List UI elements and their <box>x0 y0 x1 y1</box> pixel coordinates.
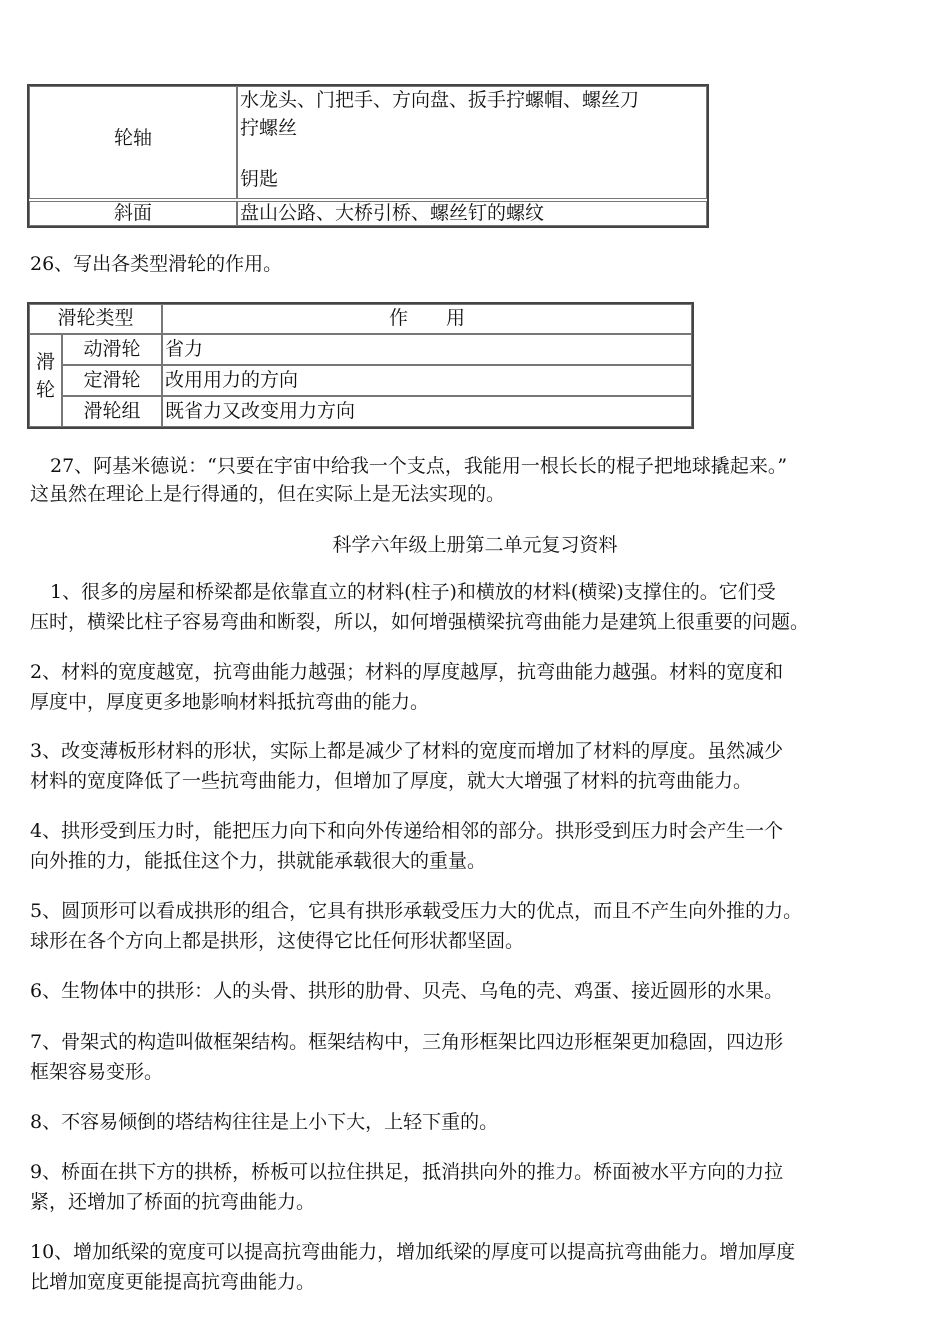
point-3-line-2: 材料的宽度降低了一些抗弯曲能力，但增加了厚度，就大大增强了材料的抗弯曲能力。 <box>30 770 753 792</box>
pulley-type-block: 滑轮组 <box>83 400 141 422</box>
point-10-line-1: 10、增加纸梁的宽度可以提高抗弯曲能力，增加纸梁的厚度可以提高抗弯曲能力。增加厚度 <box>30 1241 796 1263</box>
point-1-line-1: 1、很多的房屋和桥梁都是依靠直立的材料(柱子)和横放的材料(横梁)支撑住的。它们受 <box>50 581 776 603</box>
machine-name-wheel-axle: 轮轴 <box>113 127 152 149</box>
question-27-line-2: 这虽然在理论上是行得通的，但在实际上是无法实现的。 <box>30 483 506 505</box>
point-1-line-2: 压时，横梁比柱子容易弯曲和断裂，所以，如何增强横梁抗弯曲能力是建筑上很重要的问题。 <box>30 611 810 633</box>
point-6-line-1: 6、生物体中的拱形：人的头骨、拱形的肋骨、贝壳、乌龟的壳、鸡蛋、接近圆形的水果。 <box>30 980 784 1002</box>
point-4-line-2: 向外推的力，能抵住这个力，拱就能承载很大的重量。 <box>30 850 487 872</box>
pulleys-group-label-2: 轮 <box>35 379 55 401</box>
pulley-type-fixed: 定滑轮 <box>83 369 141 391</box>
point-5-line-1: 5、圆顶形可以看成拱形的组合，它具有拱形承载受压力大的优点，而且不产生向外推的力。 <box>30 900 803 922</box>
point-7-line-2: 框架容易变形。 <box>30 1061 164 1083</box>
pulleys-group-label-1: 滑 <box>35 351 55 373</box>
pulley-function-movable: 省力 <box>165 338 204 360</box>
pulley-function-block: 既省力又改变用力方向 <box>165 400 356 422</box>
pulleys-header-type: 滑轮类型 <box>57 307 134 329</box>
point-7-line-1: 7、骨架式的构造叫做框架结构。框架结构中，三角形框架比四边形框架更加稳固，四边形 <box>30 1031 784 1053</box>
point-2-line-2: 厚度中，厚度更多地影响材料抵抗弯曲的能力。 <box>30 691 430 713</box>
machine-examples-line: 拧螺丝 <box>240 117 298 139</box>
point-4-line-1: 4、拱形受到压力时，能把压力向下和向外传递给相邻的部分。拱形受到压力时会产生一个 <box>30 820 784 842</box>
pulley-function-cell <box>162 334 692 365</box>
point-10-line-2: 比增加宽度更能提高抗弯曲能力。 <box>30 1271 316 1293</box>
point-8-line-1: 8、不容易倾倒的塔结构往往是上小下大，上轻下重的。 <box>30 1111 499 1133</box>
machine-examples-line: 钥匙 <box>240 168 279 190</box>
pulleys-table <box>27 302 694 429</box>
section-title: 科学六年级上册第二单元复习资料 <box>332 534 618 556</box>
point-9-line-1: 9、桥面在拱下方的拱桥，桥板可以拉住拱足，抵消拱向外的推力。桥面被水平方向的力拉 <box>30 1161 784 1183</box>
point-5-line-2: 球形在各个方向上都是拱形，这使得它比任何形状都坚固。 <box>30 930 525 952</box>
question-27-line-1: 27、阿基米德说：“只要在宇宙中给我一个支点，我能用一根长长的棍子把地球撬起来。” <box>50 455 788 477</box>
pulley-function-fixed: 改用用力的方向 <box>165 369 299 391</box>
machine-examples-line: 水龙头、门把手、方向盘、扳手拧螺帽、螺丝刀 <box>240 89 640 111</box>
point-9-line-2: 紧，还增加了桥面的抗弯曲能力。 <box>30 1191 316 1213</box>
machines-table <box>27 84 709 228</box>
point-3-line-1: 3、改变薄板形材料的形状，实际上都是减少了材料的宽度而增加了材料的厚度。虽然减少 <box>30 740 784 762</box>
machine-name-incline: 斜面 <box>113 202 152 224</box>
pulleys-header-function: 作 用 <box>388 307 465 329</box>
point-2-line-1: 2、材料的宽度越宽，抗弯曲能力越强；材料的厚度越厚，抗弯曲能力越强。材料的宽度和 <box>30 661 784 683</box>
question-26: 26、写出各类型滑轮的作用。 <box>30 253 283 275</box>
machine-examples-line: 盘山公路、大桥引桥、螺丝钉的螺纹 <box>240 202 545 224</box>
pulley-type-movable: 动滑轮 <box>83 338 141 360</box>
